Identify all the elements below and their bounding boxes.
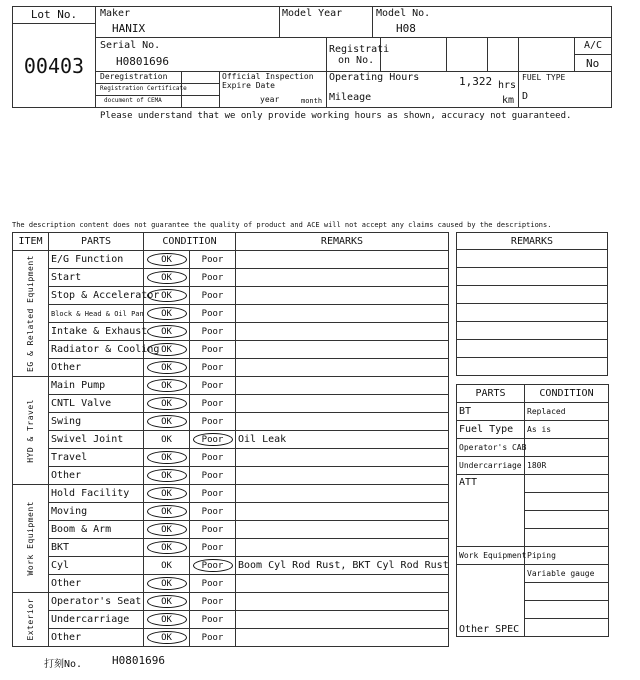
table-row [13,503,449,521]
model-year-label: Model Year [282,8,343,19]
part-name: Hold Facility [49,485,144,503]
ac-label: A/C [584,40,603,51]
table-row [13,611,449,629]
side-remarks-row [457,358,608,376]
operating-hours-value: 1,322 [459,75,493,88]
side-part: BT [457,403,525,421]
att-label: ATT [457,475,525,547]
poor-mark: Poor [201,489,224,499]
side-parts-table [456,384,609,637]
side-remarks-row [457,340,608,358]
side-value: As is [525,421,609,439]
table-row [13,467,449,485]
remark-cell [236,485,449,503]
part-name: Moving [49,503,144,521]
side-part: Undercarriage [457,457,525,475]
table-row [13,575,449,593]
part-name: Travel [49,449,144,467]
ok-mark: OK [147,523,187,536]
poor-mark: Poor [201,597,224,607]
ok-mark: OK [147,451,187,464]
part-name: Cyl [49,557,144,575]
registration-label-1: Registrati [329,44,390,55]
side-remarks-row [457,250,608,268]
remark-cell [236,629,449,647]
table-row [13,629,449,647]
poor-mark: Poor [201,507,224,517]
part-name: Other [49,629,144,647]
table-row [13,323,449,341]
part-name: Block & Head & Oil Pan [49,305,144,323]
reg-cert-label: Registration Certificate [100,85,187,92]
ok-mark: OK [147,397,187,410]
condition-table [12,232,449,647]
poor-mark: Poor [201,633,224,643]
ok-mark: OK [147,325,187,338]
table-row [13,521,449,539]
serial-label: Serial No. [100,40,161,51]
ok-mark: OK [147,613,187,626]
inspection-label-1: Official Inspection [222,72,314,81]
remark-cell [236,611,449,629]
remark-cell [236,341,449,359]
ok-mark: OK [147,541,187,554]
group-label: EG & Related Equipment [13,251,49,377]
remark-cell [236,377,449,395]
ok-mark: OK [147,307,187,320]
table-row [13,395,449,413]
side-condition-header: CONDITION [525,385,609,403]
ok-mark: OK [147,487,187,500]
side-value [525,439,609,457]
ok-mark: OK [147,631,187,644]
ok-mark: OK [147,595,187,608]
ok-mark: OK [147,505,187,518]
work-equipment-label: Work Equipment [457,547,525,565]
ok-mark: OK [147,361,187,374]
model-no-label: Model No. [376,8,431,19]
ok-mark: OK [147,343,187,356]
table-row [13,359,449,377]
cema-label: document of CEMA [104,97,162,104]
side-remarks-row [457,322,608,340]
group-label: HYD & Travel [13,377,49,485]
table-row [13,485,449,503]
ok-mark: OK [147,469,187,482]
table-row [13,539,449,557]
remark-cell [236,575,449,593]
fuel-type-label: FUEL TYPE [522,73,566,82]
year-label: year [260,95,280,104]
side-remarks-table [456,232,608,376]
remark-cell [236,593,449,611]
part-name: Operator's Seat [49,593,144,611]
remark-cell [236,287,449,305]
stamp-label: 打刻No. [44,659,83,670]
remark-cell [236,521,449,539]
ac-value: No [586,57,600,70]
part-name: BKT [49,539,144,557]
table-row [13,287,449,305]
col-parts: PARTS [49,233,144,251]
remark-cell [236,467,449,485]
side-value: Replaced [525,403,609,421]
table-row [13,593,449,611]
stamp-value: H0801696 [112,654,165,667]
table-row [13,449,449,467]
ok-mark: OK [147,289,187,302]
ok-mark: OK [147,271,187,284]
work-equipment-value: Variable gauge [525,565,609,583]
poor-mark: Poor [201,381,224,391]
side-remarks-header: REMARKS [457,233,608,250]
hours-note: Please understand that we only provide working hours as shown, accuracy not guaranteed. [100,111,572,121]
side-remarks-row [457,286,608,304]
maker-value: HANIX [112,22,146,35]
part-name: Start [49,269,144,287]
poor-mark: Poor [201,345,224,355]
work-equipment-value: Piping [525,547,609,565]
table-row [13,305,449,323]
table-row [13,413,449,431]
remark-cell: Boom Cyl Rod Rust, BKT Cyl Rod Rust [236,557,449,575]
col-item: ITEM [13,233,49,251]
poor-mark: Poor [201,273,224,283]
hrs-unit: hrs [498,80,517,91]
remark-cell [236,251,449,269]
poor-mark: Poor [201,327,224,337]
table-row [13,251,449,269]
col-remarks: REMARKS [236,233,449,251]
remark-cell [236,449,449,467]
poor-mark: Poor [201,255,224,265]
remark-cell [236,269,449,287]
col-condition: CONDITION [144,233,236,251]
poor-mark: Poor [201,453,224,463]
ok-mark: OK [161,435,172,445]
poor-mark: Poor [193,559,233,572]
remark-cell: Oil Leak [236,431,449,449]
part-name: Swivel Joint [49,431,144,449]
deregistration-label: Deregistration [100,72,168,81]
side-part: Operator's CAB [457,439,525,457]
ok-mark: OK [147,415,187,428]
remark-cell [236,323,449,341]
part-name: Undercarriage [49,611,144,629]
poor-mark: Poor [201,615,224,625]
poor-mark: Poor [201,543,224,553]
part-name: Other [49,359,144,377]
km-unit: km [502,95,515,106]
poor-mark: Poor [201,399,224,409]
remark-cell [236,503,449,521]
ok-mark: OK [161,561,172,571]
part-name: Boom & Arm [49,521,144,539]
other-spec-label: Other SPEC [457,565,525,637]
poor-mark: Poor [201,309,224,319]
part-name: E/G Function [49,251,144,269]
side-remarks-row [457,304,608,322]
group-label: Work Equipment [13,485,49,593]
side-remarks-row [457,268,608,286]
part-name: Intake & Exhaust [49,323,144,341]
month-label: month [301,97,323,105]
lot-value: 00403 [23,54,85,78]
poor-mark: Poor [201,525,224,535]
poor-mark: Poor [201,363,224,373]
part-name: Other [49,575,144,593]
ok-mark: OK [147,577,187,590]
remark-cell [236,305,449,323]
poor-mark: Poor [201,471,224,481]
table-row [13,377,449,395]
part-name: Other [49,467,144,485]
disclaimer: The description content does not guarantee the quality of product and ACE will not accept any claims caused by the descriptions. [12,221,552,229]
poor-mark: Poor [201,579,224,589]
inspection-label-2: Expire Date [222,81,275,90]
side-parts-header: PARTS [457,385,525,403]
part-name: Swing [49,413,144,431]
mileage-label: Mileage [329,92,372,103]
remark-cell [236,539,449,557]
maker-label: Maker [100,8,131,19]
poor-mark: Poor [193,433,233,446]
table-row [13,341,449,359]
table-row [13,269,449,287]
model-no-value: H08 [396,22,416,35]
ok-mark: OK [147,253,187,266]
part-name: CNTL Valve [49,395,144,413]
fuel-type-value: D [522,91,529,102]
ok-mark: OK [147,379,187,392]
serial-value: H0801696 [116,55,169,68]
side-part: Fuel Type [457,421,525,439]
remark-cell [236,359,449,377]
table-row [13,557,449,575]
side-value: 180R [525,457,609,475]
remark-cell [236,413,449,431]
group-label: Exterior [13,593,49,647]
table-row [13,431,449,449]
lot-box [12,6,96,108]
part-name: Stop & Accelerator [49,287,144,305]
remark-cell [236,395,449,413]
part-name: Radiator & Cooling [49,341,144,359]
part-name: Main Pump [49,377,144,395]
lot-label: Lot No. [13,7,95,24]
registration-label-2: on No. [338,55,375,66]
operating-hours-label: Operating Hours [329,72,420,83]
poor-mark: Poor [201,417,224,427]
poor-mark: Poor [201,291,224,301]
